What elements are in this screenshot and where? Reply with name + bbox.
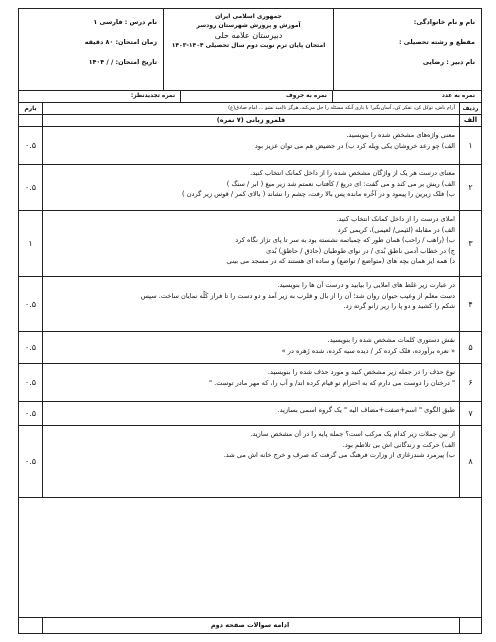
question-line: معنی واژه‌های مشخص شده را بنویسید. [346, 131, 455, 139]
question-line: نوع حذف را در جمله زیر مشخص کنید و مورد حذف شده را بنویسید. [267, 368, 455, 376]
question-number: ۳ [459, 211, 481, 276]
question-number: ۲ [459, 165, 481, 210]
footer-score-cell [19, 618, 43, 634]
school-info [163, 9, 333, 91]
questions-list [19, 127, 481, 498]
question-body [47, 429, 455, 461]
question-line: الف) حرکت و زندگانی اش بی تلاطم بود. [342, 440, 455, 449]
student-name-label: نام و نام خانوادگی: [413, 18, 475, 26]
duration-label: زمان امتحان: ۸۰ دقیقه [84, 38, 157, 46]
teacher-label: نام دبیر : رضایی [422, 58, 475, 66]
section-score-cell [19, 115, 43, 127]
question-number: ۱ [459, 127, 481, 164]
education-line: آموزش و پرورش شهرستان رودسر [196, 21, 301, 29]
section-letter: الف [459, 115, 481, 127]
question-row [19, 127, 481, 165]
question-body [47, 405, 455, 416]
question-line: دست معلم از وعیب حیوان روان شد؛ آن را از بال و قلرب به زیر آمد و دو دست را تا فراز کَلّه نمایان ساخت. سپس [140, 291, 455, 300]
divider [180, 91, 181, 103]
question-score: ۰.۵ [19, 127, 43, 164]
question-body [47, 130, 455, 151]
exam-page [18, 8, 482, 634]
question-line: د) همه ایز همان بچه های (متواضع / تواضع) و ساده ای هستند که در مسجد می بینی [226, 257, 455, 265]
question-score: ۰.۵ [19, 426, 43, 497]
question-line: ب) پیرمرد شندرغازی از وزارت فرهنگ می گرفت که صرف و خرج خانه اش می شد. [223, 451, 455, 459]
question-row [19, 211, 481, 277]
question-line: الف) در مقابله (لئیمی/ لعیمی)، کریمی کرد [337, 225, 455, 234]
question-line: طبق الگوی " اسم+صفت+مضاف الیه " یک گروه اسمی بسازید. [277, 406, 455, 414]
question-line: ب) (راهب / راحب) همان طور که چمباتمه نشسته بود به سر تا پای تژاز نگاه کرد [235, 236, 455, 244]
question-line: در عبارت زیر غلط های املایی را بیابید و درست آن ها را بنویسید. [277, 281, 455, 289]
student-info [333, 9, 481, 91]
question-body [47, 214, 455, 267]
question-line: « نعره برآورده، فلک کرده کر / دیده سیه کرده، شده زَهره در » [281, 346, 455, 355]
question-line: املای درست را از داخل کمانک انتخاب کنید. [336, 215, 455, 223]
question-number: ۴ [459, 277, 481, 331]
question-body [47, 335, 455, 356]
date-label: تاریخ امتحان: / / ۱۴۰۴ [88, 58, 157, 66]
footer [19, 617, 481, 633]
subject-label: نام درس : فارسی ۱ [93, 18, 157, 26]
grade-label: مقطع و رشته تحصیلی : [398, 38, 475, 46]
question-score: ۰.۵ [19, 402, 43, 425]
divider [332, 91, 333, 103]
rules-bar [19, 103, 481, 115]
question-line: از بین جملات زیر کدام یک مرکب است؟ جمله پایه را در آن مشخص سازید. [250, 430, 455, 438]
section-header [19, 115, 481, 127]
question-line: " درختان را دوست می دارم که به احترام تو قیام کرده اند/ و آب را، که مهر مادر توست. " [209, 378, 455, 387]
grade-letters-label: نمره به حروف [286, 93, 327, 99]
footer-row-cell [459, 618, 481, 634]
question-row [19, 165, 481, 211]
question-score: ۰.۵ [19, 277, 43, 331]
section-title: قلمرو زبانی (۷ نمره) [216, 116, 286, 124]
exam-info [17, 9, 163, 91]
question-line: نقش دستوری کلمات مشخص شده را بنویسید. [327, 336, 455, 344]
question-number: ۷ [459, 402, 481, 425]
exam-title: امتحان پایان ترم نوبت دوم سال تحصیلی ۱۴۰۴-۱۴۰۳ [171, 42, 326, 49]
question-line: الف) ریش بر می کند و می گفت: ای دریغ / کآفتاب نعمتم شد زیر میغ ( ابر / سنگ ) [226, 179, 455, 188]
country-line: جمهوری اسلامی ایران [215, 13, 282, 20]
question-number: ۶ [459, 364, 481, 401]
question-line: ج) در خطاب آدمی ناطق بُدی / در نوای طوطیان (حاذق / حاظق) بُدی [266, 246, 455, 255]
question-score: ۰.۵ [19, 332, 43, 363]
question-line: معنای درست هر یک از واژگان مشخص شده را از داخل کمانک انتخاب کنید. [250, 169, 455, 177]
school-name: دبیرستان علامه حلی [214, 31, 283, 40]
question-body [47, 168, 455, 200]
question-score: ۰.۵ [19, 165, 43, 210]
question-body [47, 367, 455, 388]
grade-bar [19, 91, 481, 103]
question-row [19, 332, 481, 364]
question-number: ۵ [459, 332, 481, 363]
question-score: ۰.۵ [19, 364, 43, 401]
question-row [19, 426, 481, 498]
question-score: ۱ [19, 211, 43, 276]
question-line: شکم را کشید و دو پا را زیر زانو گرته زد. [343, 302, 455, 310]
question-body [47, 280, 455, 312]
exam-header [19, 9, 481, 91]
revised-grade-label: نمره تجدیدنظر: [130, 93, 175, 99]
question-row [19, 277, 481, 332]
row-header: ردیف [459, 103, 481, 115]
score-header: بارم [19, 103, 43, 115]
question-number: ۸ [459, 426, 481, 497]
question-line: ب) فلک زیرین را پیمود و در آخُره مانده پس بالا رفت، چشم را نشاند ( بالای کمر / قوس زیر گردن ) [182, 190, 455, 198]
grade-number-label: نمره به عدد [441, 93, 475, 99]
question-row [19, 364, 481, 402]
motto-text: آرام باش، توکل کن، تفکر کن، آسان‌بگیر! با یاری آنکه مسئله را حل می‌کند، هرگز ناامید نشو ... امام صادق(ع) [228, 105, 455, 111]
question-line: الف) چو رعد خروشان یکی ویله کرد ب) در حضیض هم می توان عزیز بود [254, 141, 455, 150]
question-row [19, 402, 481, 426]
continue-note: ادامه سوالات صفحه دوم [210, 621, 290, 629]
